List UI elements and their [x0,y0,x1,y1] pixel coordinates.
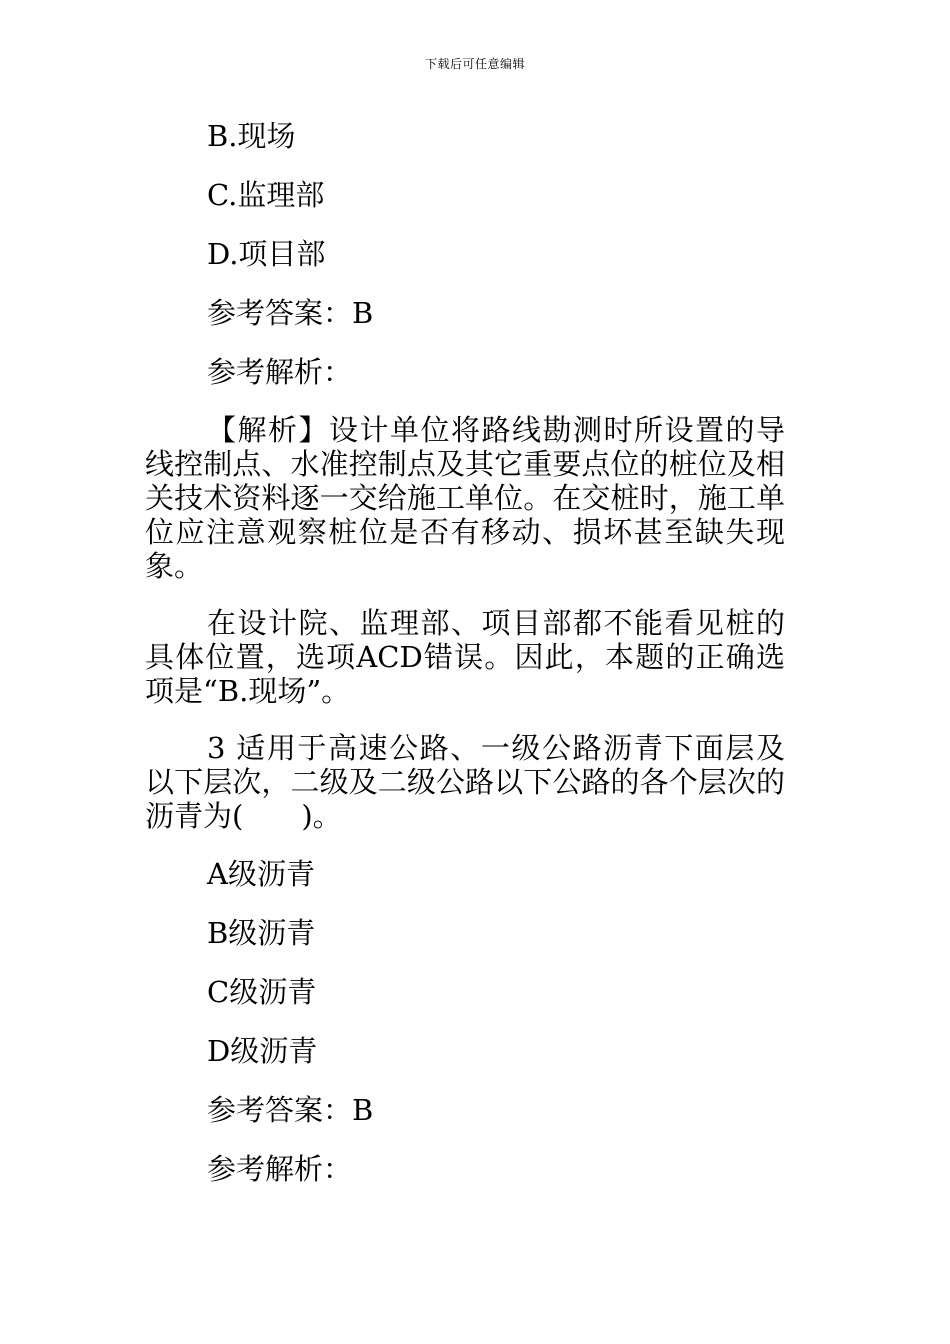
q3-option-c: C级沥青 [207,975,317,1009]
q2-analysis-paragraph-2: 在设计院、监理部、项目部都不能看见桩的具体位置，选项ACD错误。因此，本题的正确选项是“B.现场”。 [145,606,785,708]
q2-answer: 参考答案：B [207,296,374,330]
q2-option-b: B.现场 [207,119,296,153]
q3-analysis-label: 参考解析： [207,1152,353,1186]
page-header: 下载后可任意编辑 [424,57,525,71]
q2-analysis-paragraph-1: 【解析】设计单位将路线勘测时所设置的导线控制点、水准控制点及其它重要点位的桩位及相关技术资料逐一交给施工单位。在交桩时，施工单位应注意观察桩位是否有移动、损坏甚至缺失现象。 [145,413,785,583]
q2-option-d: D.项目部 [207,237,326,271]
q3-option-a: A级沥青 [207,857,315,891]
q3-answer: 参考答案：B [207,1093,374,1127]
q2-option-c: C.监理部 [207,178,325,212]
q3-question: 3 适用于高速公路、一级公路沥青下面层及以下层次，二级及二级公路以下公路的各个层次的沥青为( )。 [145,731,785,833]
q2-analysis-label: 参考解析： [207,355,353,389]
q3-option-d: D级沥青 [207,1034,318,1068]
document-body [145,118,785,1210]
q3-option-b: B级沥青 [207,916,316,950]
